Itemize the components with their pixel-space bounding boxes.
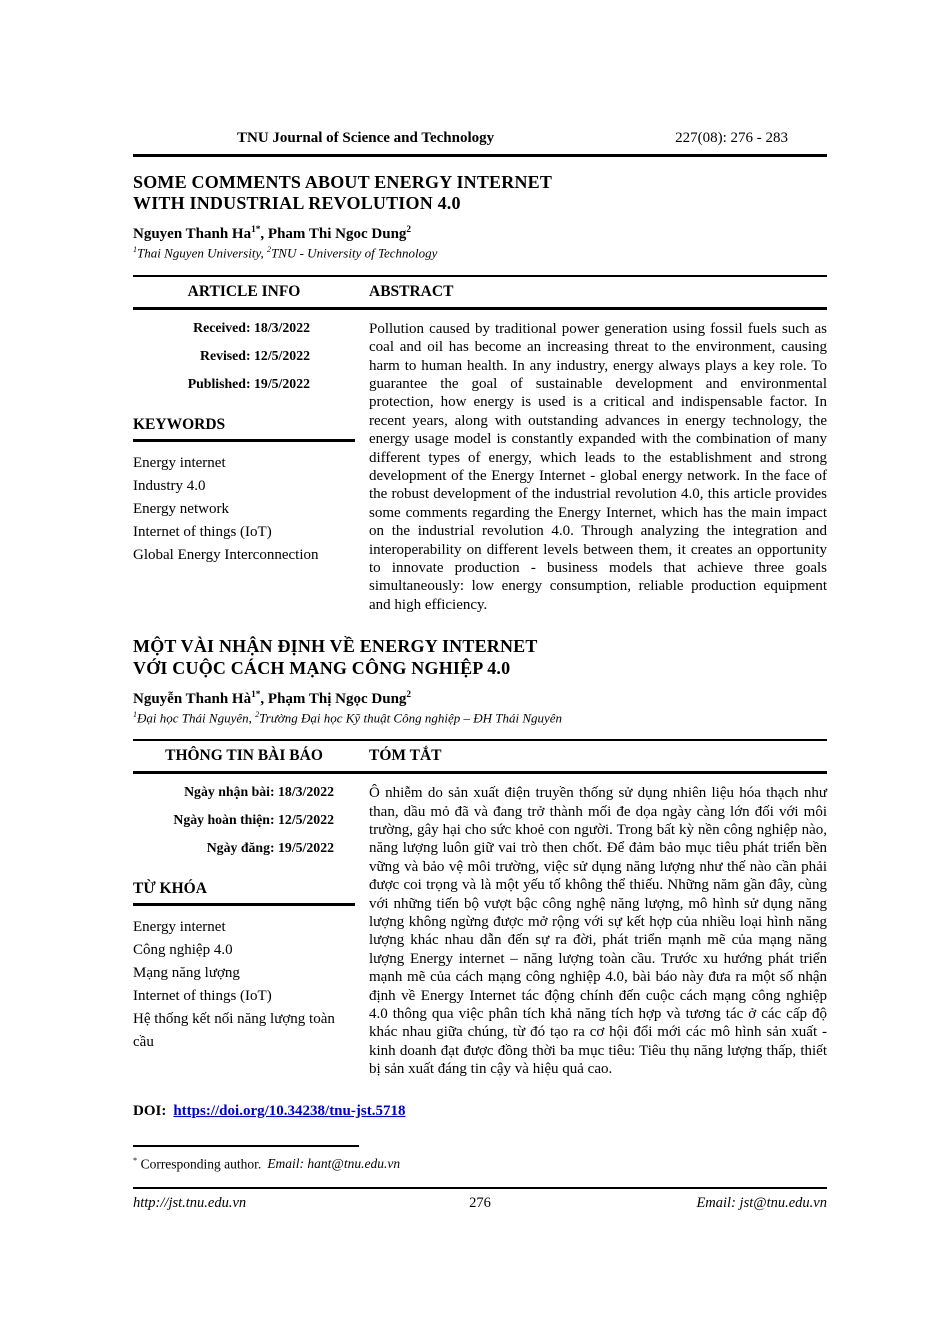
info-table-head-en [133, 277, 827, 310]
abstract-text-en: Pollution caused by traditional power generation using fossil fuels such as coal and oil has become an increasing threat to the environment, causing harm to human health. In any industry, energy always plays a key role. To guarantee the goal of sustainable development and environmental protection, how energy is used is a critical and indispensable factor. In recent years, along with outstanding advances in energy technology, the energy usage model is constantly expanded with the combination of many different types of energy, which leads to the establishment and strong development of the Energy Internet - global energy network. In the face of the robust development of the industrial revolution 4.0, this article provides some comments regarding the Energy Internet, which has the main impact on the industrial revolution 4.0. Through analyzing the integration and interoperability on different levels between them, it creates an opportunity to innovate production - business models that achieve three goals simultaneously: low energy consumption, reliable production equipment and high efficiency. [369, 320, 827, 613]
affil-1-vn: Đại học Thái Nguyên, [137, 710, 256, 726]
footer-journal-url: http://jst.tnu.edu.vn [133, 1195, 247, 1212]
affil-2-vn: Trường Đại học Kỹ thuật Công nghiệp – ĐH Thái Nguyên [259, 710, 563, 726]
affiliations-vn [133, 710, 827, 726]
footer-journal-email: Email: jst@tnu.edu.vn [696, 1195, 827, 1212]
footer-page-number: 276 [469, 1195, 491, 1212]
authors-vn [133, 690, 827, 708]
keyword-item: Công nghiệp 4.0 [133, 942, 233, 959]
footnote-separator [133, 1145, 359, 1147]
journal-name: TNU Journal of Science and Technology [237, 130, 495, 146]
keywords-heading-en: KEYWORDS [133, 416, 355, 442]
date-label: Ngày đăng: [206, 840, 275, 856]
date-received-en [133, 320, 355, 336]
author-1-en: Nguyen Thanh Ha [133, 226, 252, 243]
abstract-heading-en: ABSTRACT [369, 282, 454, 300]
keywords-list-vn [133, 916, 355, 1054]
keyword-item: Industry 4.0 [133, 477, 206, 494]
date-revised-vn [133, 812, 355, 828]
keywords-list-en [133, 452, 355, 567]
author-2-affil-mark: 2 [406, 689, 412, 700]
article-info-heading-vn: THÔNG TIN BÀI BÁO [165, 747, 323, 765]
date-received-vn [133, 784, 355, 800]
date-value: 19/5/2022 [278, 840, 334, 856]
keyword-item: Mạng năng lượng [133, 965, 240, 982]
title-vn-line1: MỘT VÀI NHẬN ĐỊNH VỀ ENERGY INTERNET [133, 636, 538, 657]
date-value: 12/5/2022 [254, 347, 310, 363]
date-label: Ngày nhận bài: [184, 784, 275, 800]
date-published-en [133, 376, 355, 392]
authors-en [133, 225, 827, 243]
article-title-en [133, 172, 827, 214]
title-vn-line2: VỚI CUỘC CÁCH MẠNG CÔNG NGHIỆP 4.0 [133, 657, 511, 678]
article-info-table-en [133, 275, 827, 615]
date-value: 18/3/2022 [278, 784, 334, 800]
date-value: 18/3/2022 [254, 319, 310, 335]
affil-2-mark: 2 [255, 709, 260, 719]
corresponding-author-email: Email: hant@tnu.edu.vn [267, 1156, 401, 1172]
keyword-item: Energy internet [133, 919, 226, 936]
author-1-affil-mark: 1* [251, 689, 261, 700]
doi-link[interactable]: https://doi.org/10.34238/tnu-jst.5718 [173, 1102, 406, 1119]
date-revised-en [133, 348, 355, 364]
author-1-vn: Nguyễn Thanh Hà [133, 690, 252, 707]
affil-2-mark: 2 [267, 245, 272, 255]
date-value: 12/5/2022 [278, 812, 334, 828]
date-published-vn [133, 840, 355, 856]
info-table-body-vn [133, 774, 827, 1079]
date-label: Received: [193, 319, 251, 335]
keyword-item: Energy internet [133, 454, 226, 471]
affil-1-en: Thai Nguyen University, [137, 245, 268, 261]
affil-1-mark: 1 [133, 245, 138, 255]
journal-header [133, 130, 827, 157]
author-separator: , [260, 226, 268, 243]
footnote-marker: * [133, 1155, 138, 1165]
journal-issue-pages: 227(08): 276 - 283 [675, 130, 788, 146]
author-2-vn: Phạm Thị Ngọc Dung [267, 690, 407, 707]
keyword-item: Internet of things (IoT) [133, 523, 272, 540]
date-label: Revised: [199, 347, 251, 363]
author-2-en: Pham Thi Ngoc Dung [267, 226, 407, 243]
affil-1-mark: 1 [133, 709, 138, 719]
affil-2-en: TNU - University of Technology [271, 245, 438, 261]
section-english [133, 172, 827, 614]
footnote-text: Corresponding author. [140, 1156, 262, 1172]
date-label: Published: [187, 375, 251, 391]
doi-label: DOI: [133, 1102, 167, 1119]
info-left-column-vn [133, 784, 355, 1079]
article-info-heading-en: ARTICLE INFO [187, 282, 301, 300]
title-en-line1: SOME COMMENTS ABOUT ENERGY INTERNET [133, 172, 553, 192]
article-info-table-vn [133, 739, 827, 1079]
abstract-text-vn: Ô nhiễm do sản xuất điện truyền thống sử dụng nhiên liệu hóa thạch như than, dầu mỏ đã và đang trở thành mối đe dọa ngày càng lớn đối với môi trường, gây hại cho sức khoẻ con người. Trong bất kỳ nền công nghiệp nào, năng lượng luôn giữ vai trò then chốt. Để đảm bảo mục tiêu phát triển bền vững và bảo vệ môi trường, việc sử dụng năng lượng như thế nào cần phải được coi trọng và là một yếu tố không thể thiếu. Những năm gần đây, cùng với những tiến bộ vượt bậc công nghệ năng lượng, mô hình sử dụng năng lượng không ngừng được mở rộng với sự kết hợp của nhiều loại hình năng lượng khác nhau dẫn đến sự ra đời, phát triển mạnh mẽ của mạng năng lượng Energy internet – năng lượng toàn cầu. Trước xu hướng phát triển mạnh mẽ của cách mạng công nghiệp 4.0, bài báo này đưa ra một số nhận định về Energy Internet tác động chính đến cuộc cách mạng công nghiệp 4.0 thông qua việc phân tích khả năng tích hợp và tương tác ở các cấp độ khác nhau giữa chúng, từ đó tạo ra cơ hội đổi mới các mô hình sản xuất - kinh doanh đạt được đồng thời ba mục tiêu: Tiêu thụ năng lượng thấp, thiết bị sản xuất đáng tin cậy và hiệu quả cao. [369, 785, 827, 1078]
date-label: Ngày hoàn thiện: [173, 812, 275, 828]
page-content [133, 130, 827, 1212]
title-en-line2: WITH INDUSTRIAL REVOLUTION 4.0 [133, 193, 461, 214]
info-right-column-en [369, 320, 827, 615]
keywords-heading-vn: TỪ KHÓA [133, 880, 355, 906]
author-2-affil-mark: 2 [406, 225, 412, 236]
info-table-head-vn [133, 741, 827, 774]
author-separator: , [260, 690, 268, 707]
info-right-column-vn [369, 784, 827, 1079]
keyword-item: Energy network [133, 500, 229, 517]
page-footer [133, 1187, 827, 1212]
section-vietnamese [133, 636, 827, 1078]
info-left-column-en [133, 320, 355, 615]
info-table-body-en [133, 310, 827, 615]
abstract-heading-vn: TÓM TẮT [369, 747, 442, 765]
affiliations-en [133, 245, 827, 261]
corresponding-author-footnote [133, 1156, 827, 1173]
article-title-vn [133, 636, 827, 678]
author-1-affil-mark: 1* [251, 225, 261, 236]
doi-row [133, 1103, 827, 1120]
keyword-item: Hệ thống kết nối năng lượng toàn cầu [133, 1011, 335, 1051]
keyword-item: Internet of things (IoT) [133, 988, 272, 1005]
keyword-item: Global Energy Interconnection [133, 546, 319, 563]
date-value: 19/5/2022 [254, 375, 310, 391]
